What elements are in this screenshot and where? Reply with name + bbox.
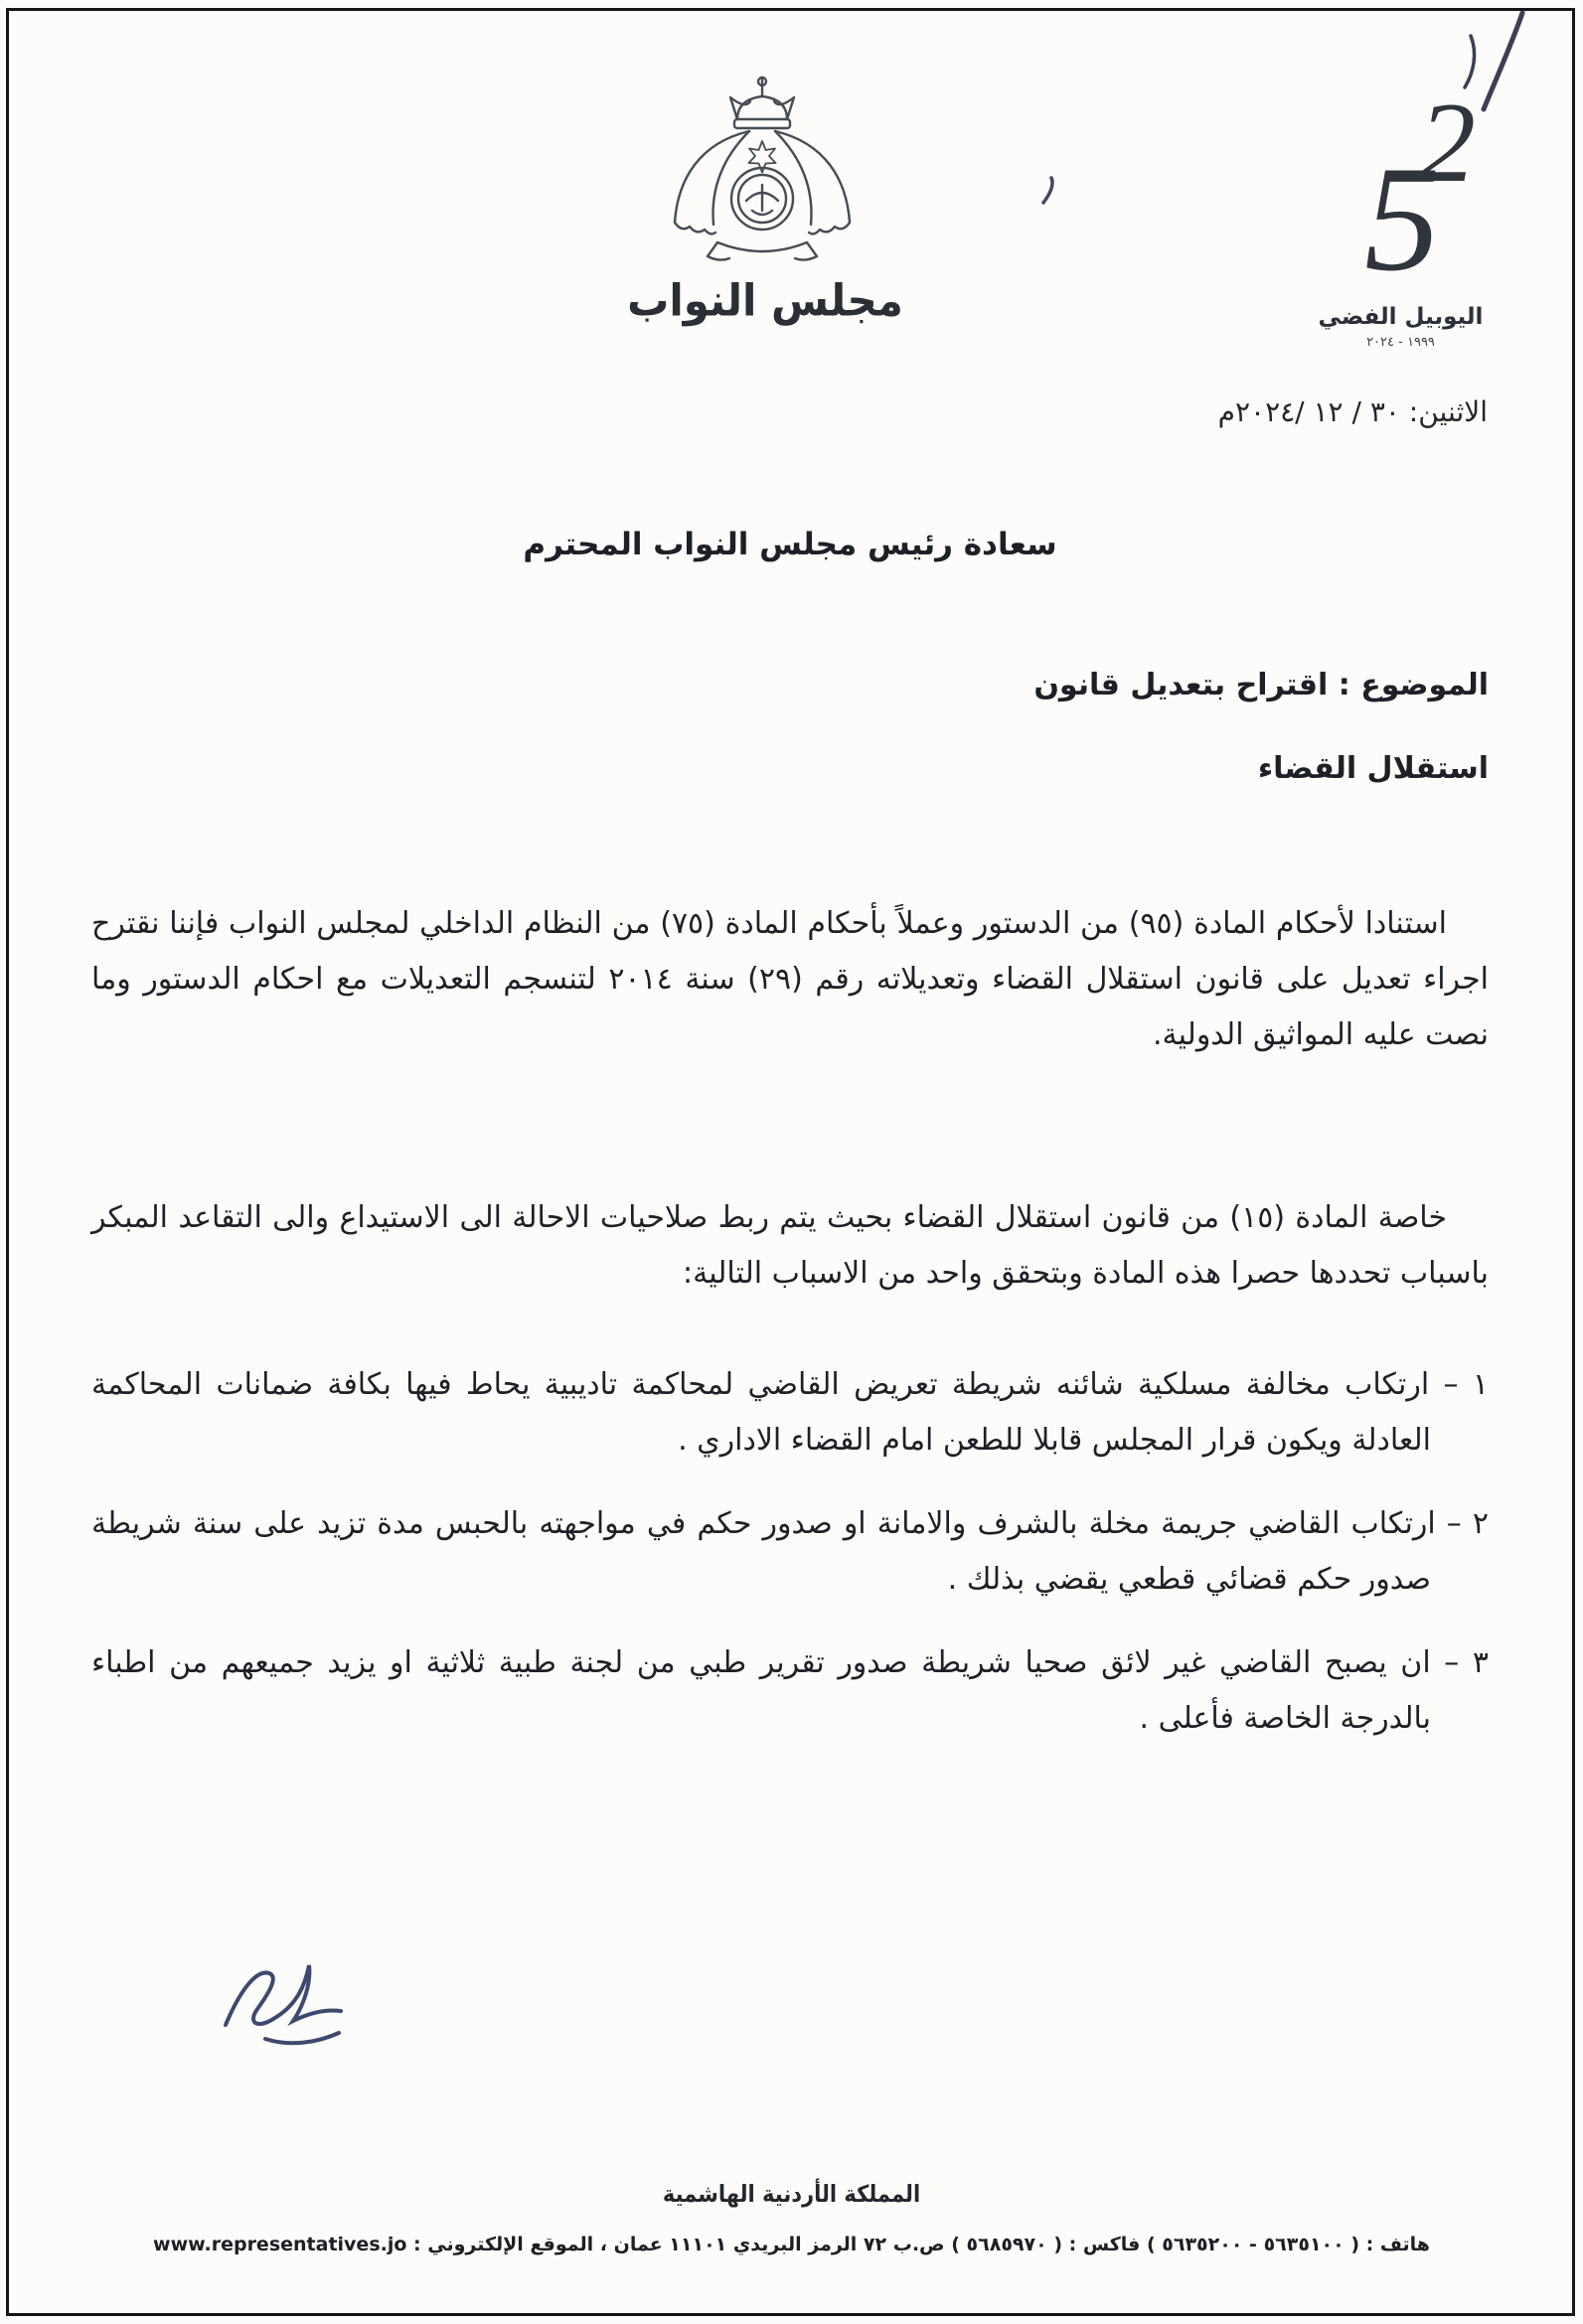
list-item-2: ٢ – ارتكاب القاضي جريمة مخلة بالشرف والامانة او صدور حكم في مواجهته بالحبس مدة تزيد على سنة شريطة صدور حكم قضائي قطعي يقضي بذلك .	[91, 1506, 1489, 1597]
handwritten-signature	[214, 1930, 388, 2064]
jordan-coat-of-arms-icon	[638, 72, 886, 275]
silver-jubilee-logo	[1304, 79, 1498, 350]
subject-block	[91, 658, 1489, 797]
jubilee-digit-2: 2	[1418, 79, 1476, 207]
parliament-name-calligraphy: مجلس النواب	[627, 274, 903, 327]
list-item-3: ٣ – ان يصبح القاضي غير لائق صحيا شريطة صدور تقرير طبي من لجنة طبية ثلاثية او يزيد جميعهم من اطباء بالدرجة الخاصة فأعلى .	[91, 1645, 1489, 1736]
salutation: سعادة رئيس مجلس النواب المحترم	[523, 527, 1057, 562]
handwritten-tick-icon	[1035, 175, 1059, 207]
kingdom-name-calligraphy: المملكة الأردنية الهاشمية	[662, 2180, 921, 2208]
date-line: الاثنين: ٣٠ / ١٢ /٢٠٢٤م	[1217, 395, 1488, 428]
subject-line-1: الموضوع : اقتراح بتعديل قانون	[1033, 668, 1489, 702]
list-item-1: ١ – ارتكاب مخالفة مسلكية شائنه شريطة تعريض القاضي لمحاكمة تاديبية يحاط فيها بكافة ضمانات المحاكمة العادلة ويكون قرار المجلس قابلا للطعن امام القضاء الاداري .	[91, 1367, 1489, 1458]
letter-body	[91, 517, 1489, 1747]
paragraph-article-15: خاصة المادة (١٥) من قانون استقلال القضاء بحيث يتم ربط صلاحيات الاحالة الى الاستيداع والى التقاعد المبكر باسباب تحددها حصرا هذه المادة وبتحقق واحد من الاسباب التالية:	[91, 1200, 1489, 1291]
footer-contact-line: هاتف : ( ٥٦٣٥١٠٠ - ٥٦٣٥٢٠٠ ) فاكس : ( ٥٦٨٥٩٧٠ ) ص.ب ٧٢ الرمز البريدي ١١١٠١ عمان ، الموقع الإلكتروني : www.representatives.jo	[153, 2234, 1430, 2255]
jubilee-years: ١٩٩٩ - ٢٠٢٤	[1366, 335, 1435, 350]
jubilee-digit-5: 5	[1364, 135, 1440, 302]
jubilee-label: اليوبيل الفضي	[1318, 304, 1484, 330]
jubilee-25-digits	[1304, 79, 1498, 302]
paragraph-legal-basis: استنادا لأحكام المادة (٩٥) من الدستور وعملاً بأحكام المادة (٧٥) من النظام الداخلي لمجلس النواب فإننا نقترح اجراء تعديل على قانون استقلال القضاء وتعديلاته رقم (٢٩) سنة ٢٠١٤ لتنسجم التعديلات مع احكام الدستور وما نصت عليه المواثيق الدولية.	[91, 906, 1489, 1052]
subject-line-2: استقلال القضاء	[1257, 751, 1489, 786]
